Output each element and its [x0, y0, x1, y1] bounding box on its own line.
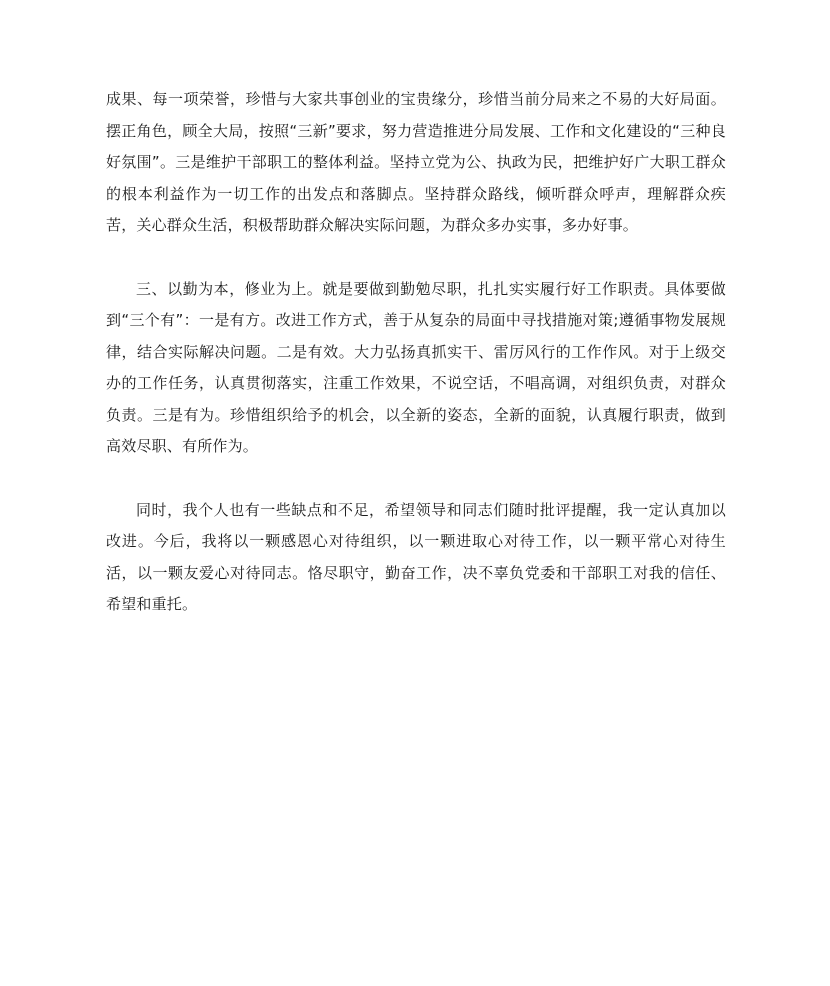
- paragraph-spacer: [106, 463, 726, 495]
- paragraph-1: 成果、每一项荣誉，珍惜与大家共事创业的宝贵缘分，珍惜当前分局来之不易的大好局面。摆正角色，顾全大局，按照“三新”要求，努力营造推进分局发展、工作和文化建设的“三种良好氛围”。三是维护干部职工的整体利益。坚持立党为公、执政为民，把维护好广大职工群众的根本利益作为一切工作的出发点和落脚点。坚持群众路线，倾听群众呼声，理解群众疾苦，关心群众生活，积极帮助群众解决实际问题，为群众多办实事，多办好事。: [106, 90, 726, 234]
- paragraph-spacer: [106, 242, 726, 274]
- paragraph-3: 同时，我个人也有一些缺点和不足，希望领导和同志们随时批评提醒，我一定认真加以改进。今后，我将以一颗感恩心对待组织，以一颗进取心对待工作，以一颗平常心对待生活，以一颗友爱心对待同志。恪尽职守，勤奋工作，决不辜负党委和干部职工对我的信任、希望和重托。: [106, 500, 726, 613]
- paragraph-2: 三、以勤为本，修业为上。就是要做到勤勉尽职，扎扎实实履行好工作职责。具体要做到“三个有”：一是有方。改进工作方式，善于从复杂的局面中寻找措施对策;遵循事物发展规律，结合实际解决问题。二是有效。大力弘扬真抓实干、雷厉风行的工作作风。对于上级交办的工作任务，认真贯彻落实，注重工作效果，不说空话，不唱高调，对组织负责，对群众负责。三是有为。珍惜组织给予的机会，以全新的姿态，全新的面貌，认真履行职责，做到高效尽职、有所作为。: [106, 279, 726, 455]
- document-body: [106, 84, 726, 621]
